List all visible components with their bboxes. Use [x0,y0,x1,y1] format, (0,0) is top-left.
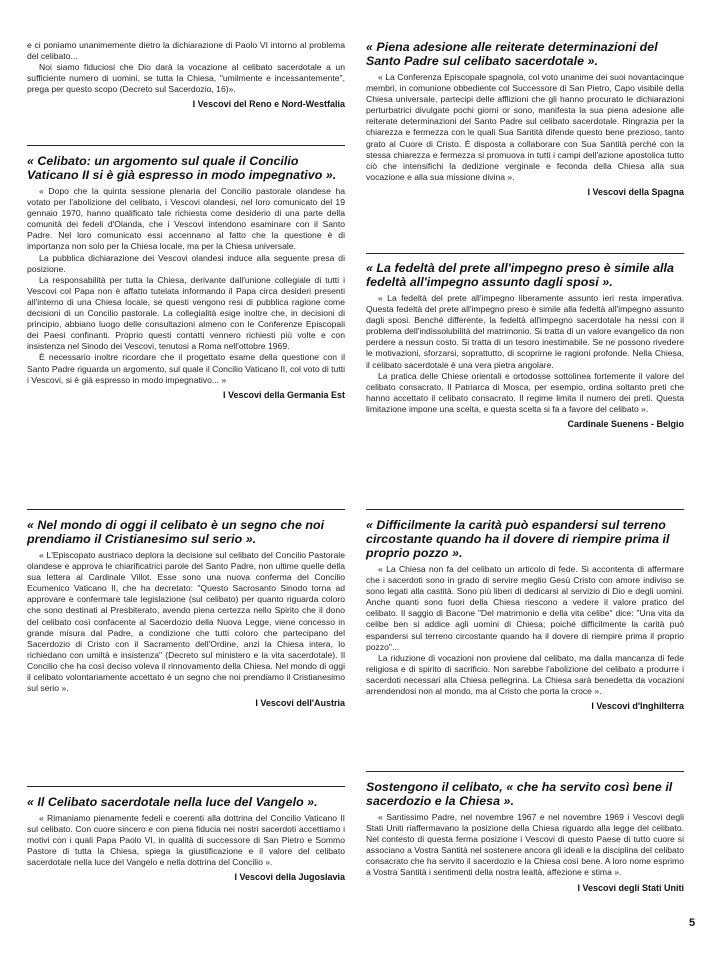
page-number: 5 [689,917,696,929]
paragraph: « La Chiesa non fa del celibato un articolo di fede. Si accontenta di affermare che i sacerdoti sono in grado di servire meglio Gesù Cristo con amore indiviso se sono legati alla castità. Sono più liberi di dedicarsi al servizio di Dio e degli uomini. Anche quanti sono fuori della Chiesa riescono a vedere il valore pratico del celibato. Il saggio di Bacone "Del matrimonio e della vita celibe" dice: "Una vita da celibe ben si addice agli uomini di Chiesa; poiché difficilmente la carità può espandersi sul terreno circostante quando ha il dovere di riempire prima il proprio pozzo"... [366,564,684,652]
signature: I Vescovi della Germania Est [222,389,345,400]
paragraph: « Dopo che la quinta sessione plenaria del Concilio pastorale olandese ha votato per l'abolizione del celibato, i Vescovi olandesi, nel loro comunicato del 19 gennaio 1970, hanno qualificato tale richiesta come desiderio di una parte della comunità dei fedeli d'Olanda, che i Vescovi intendono esaminare con il Santo Padre. Nel loro comunicato essi accennano al fatto che la questione è di importanza non solo per la Chiesa locale, ma per la Chiesa universale. [27,186,345,252]
article-continuation [27,40,345,110]
signature: I Vescovi dell'Austria [255,698,345,709]
article-inghilterra [366,518,684,712]
divider-rule [366,771,684,772]
paragraph: « L'Episcopato austriaco deplora la decisione sul celibato del Concilio Pastorale olandese e approva le chiarificatrici parole del Santo Padre, non ultime quelle della sua lettera al Cardinale Villot. Esse sono una nuova conferma del Concilio Ecumenico Vaticano II, che ha decretato: "Questo Sacrosanto Sinodo torna ad approvare e confermare tale legislazione (sul celibato) per quanto riguarda coloro che sono destinati al Presbiterato, avendo piena certezza nello Spirito che il dono del celibato così confacente al Sacerdozio della Nuova Legge, viene concesso in grande misura dal Padre, a condizione che tutti coloro che partecipano del Sacerdozio di Cristo con il Sacramento dell'Ordine, anzi la Chiesa intera, lo richiedano con umiltà e insistenza" (Decreto sul ministero e la vita sacerdotale). Il Concilio che ha così deciso voleva il rinnovamento della Chiesa. Nel mondo di oggi il celibato volontariamente accettato è un segno che noi prendiamo il Cristianesimo sul serio ». [27,550,345,694]
article-title: Sostengono il celibato, « che ha servito così bene il sacerdozio e la Chiesa ». [366,780,673,808]
article-olanda [27,154,345,401]
divider-rule [27,786,345,787]
article-title: « Piena adesione alle reiterate determinazioni del Santo Padre sul celibato sacerdotale ». [366,40,658,68]
divider-rule [27,145,345,146]
signature: I Vescovi della Jugoslavia [234,872,345,883]
article-jugoslavia [27,795,345,883]
paragraph: « Santissimo Padre, nel novembre 1967 e nel novembre 1969 i Vescovi degli Stati Uniti riaffermavano la posizione della Chiesa riguardo alla legge del celibato. Nel contesto di questa ferma posizione i Vescovi di questo Paese di tutto cuore si associano a Vostra Santità nel sostenere ancora gli ideali e la disciplina del celibato consacrato che ha servito il sacerdozio e la Chiesa così bene. A loro nome esprimo a Vostra Santità i sentimenti della nostra lealtà, affezione e stima ». [366,812,684,878]
article-title: « Celibato: un argomento sul quale il Concilio Vaticano II si è già espresso in modo impegnativo ». [27,154,337,182]
paragraph: La pubblica dichiarazione dei Vescovi olandesi induce alla seguente presa di posizione. [27,252,345,274]
article-spagna [366,40,684,198]
paragraph: La riduzione di vocazioni non proviene dal celibato, ma dalla mancanza di fede religiosa e di spirito di sacrificio. Non sarebbe l'abolizione del celibato a produrre i sacerdoti necessari alla Chiesa pellegrina. La Chiesa sarà benedetta da vocazioni arrendendosi non al mondo, ma al Cristo che porta la croce ». [366,652,684,697]
paragraph: Noi siamo fiduciosi che Dio darà la vocazione al celibato sacerdotale a un sufficiente numero di uomini, se tutta la Chiesa, "umilmente e incessantemente", prega per questo scopo (Decreto sul Sacerdozio, 16)». [27,62,345,95]
divider-rule [366,509,684,510]
article-usa [366,780,684,894]
divider-rule [366,253,684,254]
article-austria [27,518,345,709]
paragraph: La responsabilità per tutta la Chiesa, derivante dall'unione collegiale di tutti i Vescovi col Papa non è affatto tutelata informando il Papa circa desideri presenti all'interno di una Chiesa locale, se questi vengono resi di pubblica ragione come decisioni di un Concilio pastorale. La collegialità esige inoltre che, in decisioni di principio, abbiano luogo delle consultazioni almeno con le Conferenze Episcopali dei Paesi confinanti. Proprio questi contatti vennero richiesti più volte e con insistenza nel Sinodo dei Vescovi, tenutosi a Roma nell'ottobre 1969. [27,274,345,352]
paragraph: « La Conferenza Episcopale spagnola, col voto unanime dei suoi novantacinque membri, in comunione obbediente col Successore di San Pietro, Capo visibile della Chiesa universale, partecipi delle afflizioni che gli hanno procurato le dichiarazioni perturbatrici divulgate pochi giorni or sono, manifesta la sua piena adesione alle reiterate determinazioni del Santo Padre sul celibato sacerdotale. Ringrazia per la chiarezza e fermezza con le quali Sua Santità difende questo bene prezioso, tanto grato al Cuore di Cristo. È disposta a collaborare con Sua Santità perché con la stessa chiarezza e fermezza si promuova in tutti i campi dell'azione apostolica tutto ciò che intensifichi la dedizione verginale e feconda della Chiesa alla sua vocazione e alla sua missione divina ». [366,72,684,182]
article-title: « Il Celibato sacerdotale nella luce del Vangelo ». [27,795,318,809]
signature: Cardinale Suenens - Belgio [567,419,684,430]
signature: I Vescovi del Reno e Nord-Westfalia [192,99,345,110]
article-title: « Nel mondo di oggi il celibato è un segno che noi prendiamo il Cristianesimo sul serio ». [27,518,325,546]
paragraph: La pratica delle Chiese orientali e ortodosse sottolinea fortemente il valore del celibato consacrato. Il Patriarca di Mosca, per esempio, ordina soltanto preti che hanno accettato il celibato consacrato. Il regime limita il numero dei preti. Questa limitazione impone una scelta, e questa scelta si fa a favore del celibato ». [366,370,684,414]
paragraph: « Rimaniamo pienamente fedeli e coerenti alla dottrina del Concilio Vaticano II sul celibato. Con cuore sincero e con piena fiducia nei nostri sacerdoti accettiamo i motivi con i quali Papa Paolo VI, in qualità di successore di San Pietro e Sommo Pastore di tutta la Chiesa, spiega la giustificazione e il valore del celibato sacerdotale nella luce del Vangelo e nella dottrina del Concilio ». [27,813,345,868]
signature: I Vescovi della Spagna [587,186,684,197]
article-belgio [366,261,684,430]
signature: I Vescovi d'Inghilterra [591,701,684,712]
signature: I Vescovi degli Stati Uniti [577,882,684,893]
article-title: « Difficilmente la carità può espandersi sul terreno circostante quando ha il dovere di riempire prima il proprio pozzo ». [366,518,670,560]
paragraph: « La fedeltà del prete all'impegno liberamente assunto ieri resta imperativa. Questa fedeltà del prete all'impegno preso è simile alla fedeltà all'impegno assunto dagli sposi. Benché differente, la fedeltà all'impegno sacerdotale ha nessi con il problema dell'indissolubilità del matrimonio. Si tratta di un valore evangelico da non perdere a nessun costo. Si tratta di un tesoro inestimabile. Se ne possono rivedere le motivazioni, sforzarsi, soprattutto, di scoprirne le ragioni profonde. Nella Chiesa, il celibato sacerdotale è una vera pietra angolare. [366,293,684,370]
article-title: « La fedeltà del prete all'impegno preso è simile alla fedeltà all'impegno assunto dagli sposi ». [366,261,674,289]
paragraph: È necessario inoltre ricordare che il progettato esame della questione con il Santo Padre riguarda un argomento, sul quale il Concilio Vaticano II, col voto di tutti i Vescovi, si è già espresso in modo impegnativo... » [27,352,345,385]
paragraph: e ci poniamo unanimemente dietro la dichiarazione di Paolo VI intorno al problema del celibato... [27,40,345,62]
divider-rule [27,509,345,510]
